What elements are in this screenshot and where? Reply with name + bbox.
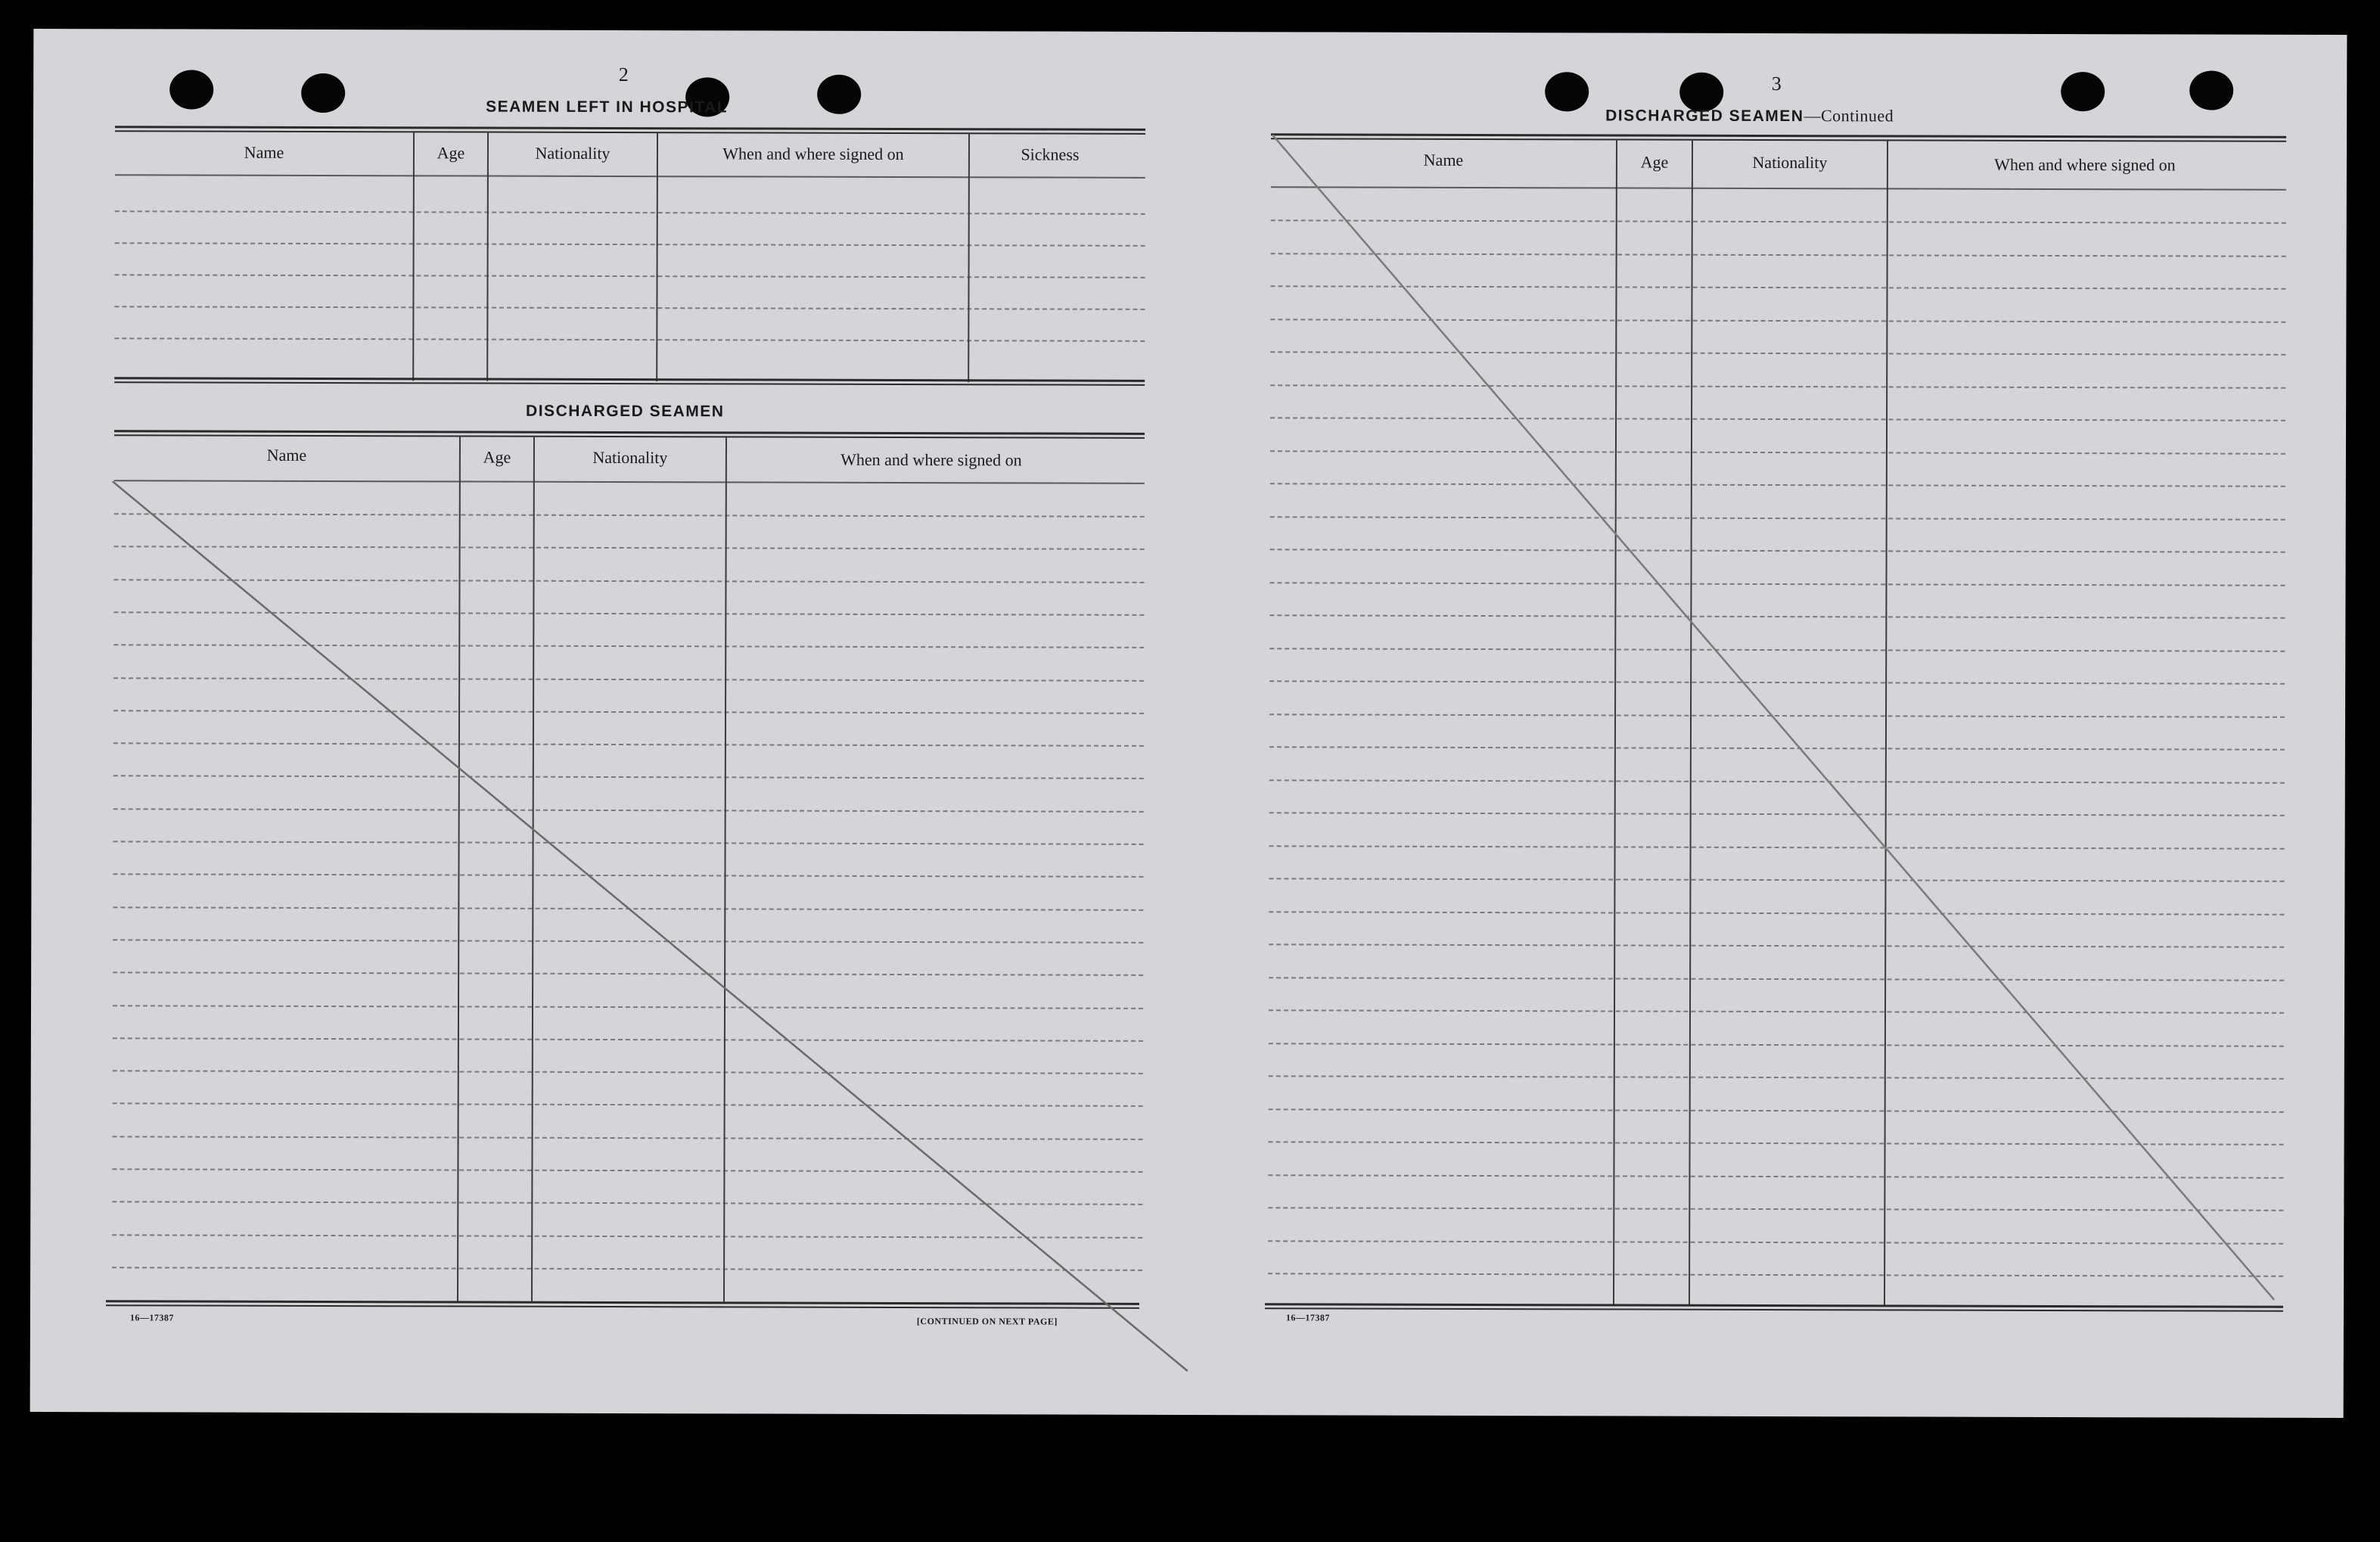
page-number-left: 2 <box>618 64 629 86</box>
hospital-header-age: Age <box>437 143 465 163</box>
cancel-stroke-right <box>1269 135 2277 1299</box>
right-header-signed-on: When and where signed on <box>1994 154 2176 175</box>
discharged-header-nationality: Nationality <box>592 447 668 468</box>
form-number-right: 16—17387 <box>1285 1312 1330 1323</box>
hospital-header-sickness: Sickness <box>1021 145 1080 164</box>
right-header-age: Age <box>1640 152 1669 172</box>
discharged-header-signed-on: When and where signed on <box>840 449 1022 470</box>
discharged-header-age: Age <box>483 447 511 467</box>
hospital-table-title: SEAMEN LEFT IN HOSPITAL <box>486 98 729 117</box>
discharged-continued-title-suffix: —Continued <box>1804 106 1894 126</box>
hospital-header-nationality: Nationality <box>535 143 611 163</box>
discharged-continued-title-main: DISCHARGED SEAMEN <box>1605 107 1804 126</box>
form-sheet <box>30 29 2347 1418</box>
right-header-nationality: Nationality <box>1752 152 1828 173</box>
hospital-header-signed-on: When and where signed on <box>722 144 904 164</box>
cancellation-strokes <box>30 29 2347 1418</box>
form-number-left: 16—17387 <box>129 1312 174 1323</box>
cancel-stroke-left <box>110 481 1190 1371</box>
discharged-table-title: DISCHARGED SEAMEN <box>526 402 725 421</box>
right-header-name: Name <box>1423 150 1464 169</box>
hospital-header-name: Name <box>244 142 284 162</box>
continued-note: [CONTINUED ON NEXT PAGE] <box>916 1316 1058 1327</box>
discharged-header-name: Name <box>266 445 307 465</box>
page-number-right: 3 <box>1771 73 1782 95</box>
